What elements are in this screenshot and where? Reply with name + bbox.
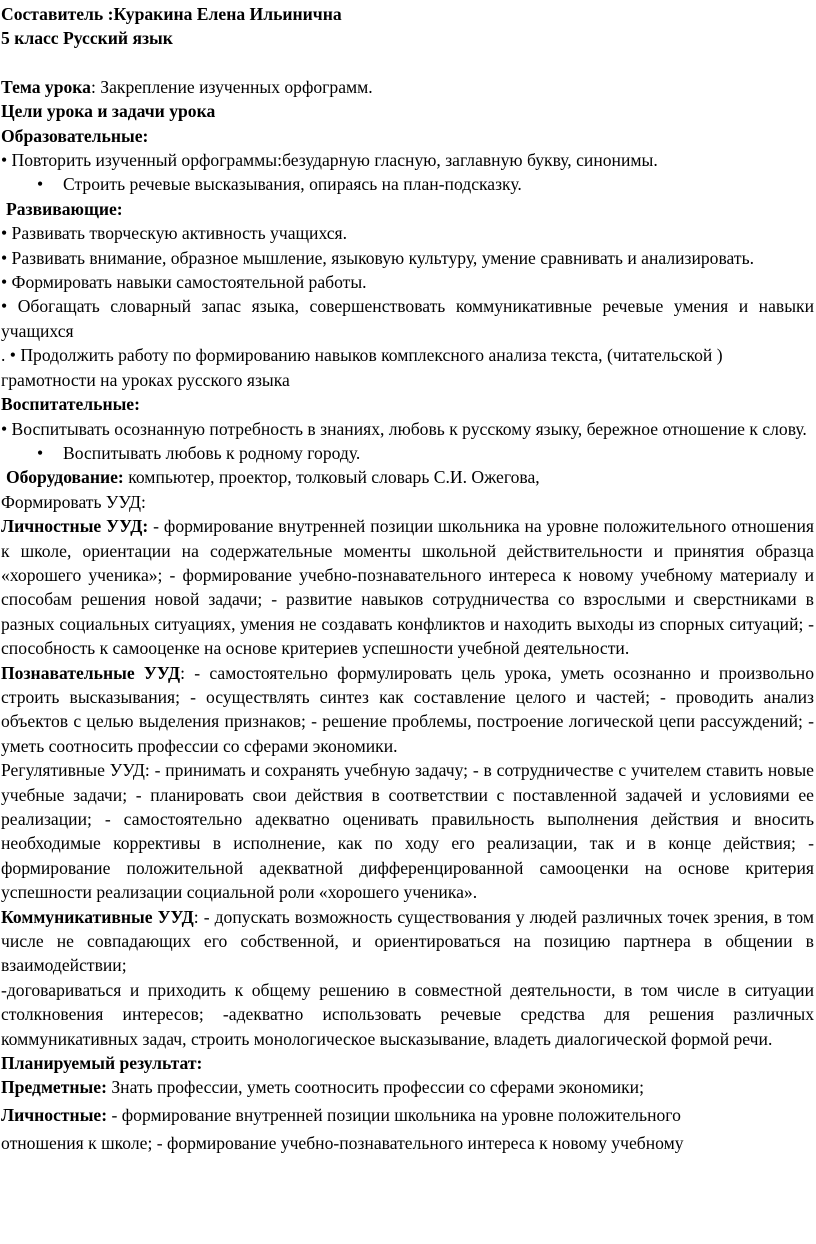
- cognitive-uud: Познавательные УУД: - самостоятельно формулировать цель урока, уметь осознанно и произвольно строить высказывания; - осуществлять синтез как составление целого и частей; - проводить анализ объектов с целью выделения признаков; - решение проблемы, построение логической цепи рассуждений; - уметь соотносить профессии со сферами экономики.: [1, 662, 815, 756]
- upbringing-item-2: • Воспитывать любовь к родному городу.: [1, 441, 814, 465]
- personal-uud: Личностные УУД: - формирование внутренней позиции школьника на уровне положительного отношения к школе, ориентации на содержательные моменты школьной действительности и принятия образца «хорошего ученика»; - формирование учебно-познавательного интереса к новому учебному материалу и способам решения новой задачи; - развитие навыков сотрудничества со взрослыми и сверстниками в разных социальных ситуациях, умения не создавать конфликтов и находить выходы из спорных ситуаций; - способность к самооценке на основе критериев успешности учебной деятельности.: [1, 516, 814, 659]
- personal-result-2: отношения к школе; - формирование учебно-познавательного интереса к новому учебному: [1, 1132, 684, 1153]
- developing-item-2: • Развивать внимание, образное мышление, языковую культуру, умение сравнивать и анализировать.: [1, 247, 755, 268]
- bullet-icon: •: [37, 174, 44, 195]
- communicative-uud: Коммуникативные УУД: - допускать возможность существования у людей различных точек зрения, в том числе не совпадающих его собственной, и ориентироваться на позицию партнера в общении в взаимодействии;: [1, 906, 814, 976]
- educational-heading: Образовательные:: [1, 125, 149, 146]
- developing-item-4: • Обогащать словарный запас языка, совершенствовать коммуникативные речевые умения и навыки учащихся: [1, 296, 814, 341]
- developing-item-1: • Развивать творческую активность учащихся.: [1, 223, 348, 244]
- spacer: [1, 51, 814, 75]
- developing-item-3: • Формировать навыки самостоятельной работы.: [1, 272, 367, 293]
- educational-item-2: • Строить речевые высказывания, опираясь на план-подсказку.: [1, 172, 814, 196]
- bullet-icon: •: [37, 442, 44, 463]
- planned-heading: Планируемый результат:: [1, 1053, 203, 1074]
- regulatory-uud: Регулятивные УУД: - принимать и сохранять учебную задачу; - в сотрудничестве с учителем ставить новые учебные задачи; - планировать свои действия в соответствии с поставленной задачей и условиями ее реализации; - самостоятельно адекватно оценивать правильность выполнения действия и вносить необходимые коррективы в исполнение, как по ходу его реализации, так и в конце действия; - формирование положительной адекватной дифференцированной самооценки на основе критерия успешности реализации социальной роли «хорошего ученика».: [1, 760, 814, 903]
- grade-line: 5 класс Русский язык: [1, 28, 173, 49]
- upbringing-heading: Воспитательные:: [1, 394, 140, 415]
- personal-result: Личностные: - формирование внутренней позиции школьника на уровне положительного: [1, 1104, 681, 1125]
- topic-line: Тема урока: Закрепление изученных орфограмм.: [1, 76, 373, 97]
- educational-item-1: • Повторить изученный орфограммы:безударную гласную, заглавную букву, синонимы.: [1, 150, 658, 171]
- communicative-uud-2: -договариваться и приходить к общему решению в совместной деятельности, в том числе в ситуации столкновения интересов; -адекватно использовать речевые средства для решения различных коммуникативных задач, строить монологическое высказывание, владеть диалогической формой речи.: [1, 979, 814, 1049]
- developing-heading: Развивающие:: [6, 198, 123, 219]
- developing-item-5: . • Продолжить работу по формированию навыков комплексного анализа текста, (читательской ) грамотности на уроках русского языка: [1, 345, 723, 390]
- uud-heading: Формировать УУД:: [1, 491, 146, 512]
- goals-heading: Цели урока и задачи урока: [1, 101, 216, 122]
- subject-result: Предметные: Знать профессии, уметь соотносить профессии со сферами экономики;: [1, 1077, 644, 1098]
- equipment-line: Оборудование: компьютер, проектор, толковый словарь С.И. Ожегова,: [6, 467, 540, 488]
- upbringing-item-1: • Воспитывать осознанную потребность в знаниях, любовь к русскому языку, бережное отношение к слову.: [1, 418, 807, 439]
- author-line: Составитель :Куракина Елена Ильинична: [1, 4, 342, 24]
